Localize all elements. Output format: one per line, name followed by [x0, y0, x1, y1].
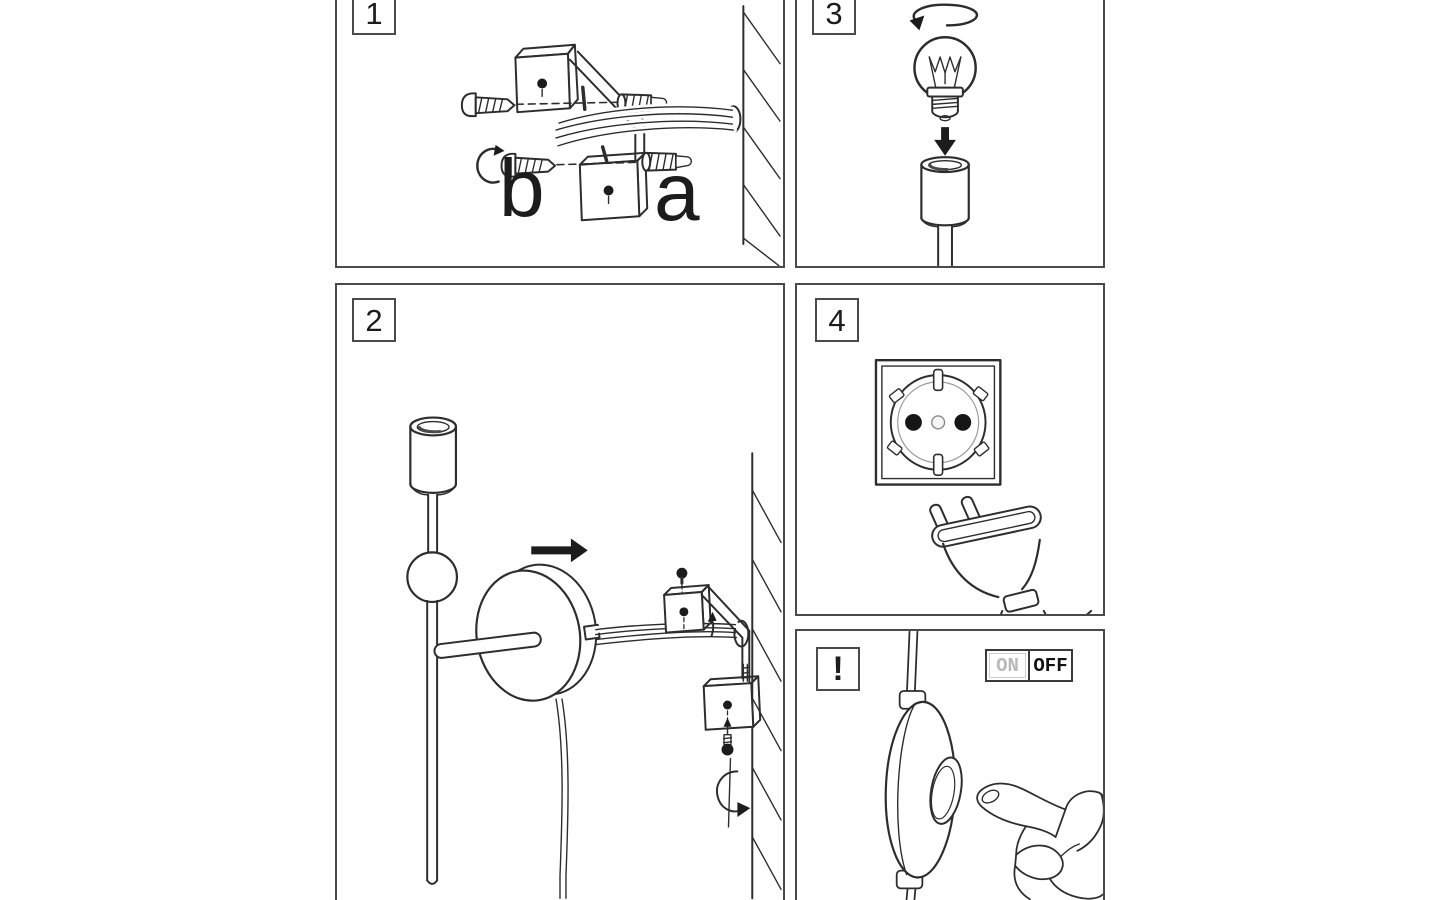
- step3-drawing: [797, 0, 1103, 266]
- panel-step-3: [795, 0, 1105, 268]
- light-bulb-icon: [914, 37, 975, 120]
- step-number: 3: [825, 0, 843, 31]
- panel-step-2: [335, 283, 785, 900]
- warning-box: [816, 647, 860, 691]
- wall-bracket-icon: [664, 568, 760, 733]
- step-number: 2: [365, 302, 383, 338]
- on-off-indicator: [985, 649, 1073, 682]
- step1-drawing: [337, 0, 783, 266]
- step-number-box: [352, 298, 396, 342]
- off-label: OFF: [1028, 651, 1071, 680]
- power-outlet-icon: [876, 360, 1000, 484]
- rotate-icon: [717, 759, 750, 827]
- panel-warning: [795, 629, 1105, 900]
- part-label-anchor: a: [654, 147, 700, 238]
- screw-icon: [462, 93, 515, 116]
- on-label: ON: [987, 651, 1028, 680]
- step-number-box: [352, 0, 396, 35]
- rotate-icon: [910, 5, 977, 31]
- wall-hatch-icon: [743, 6, 780, 266]
- inline-switch-icon: [883, 691, 967, 888]
- down-arrow-icon: [934, 127, 956, 156]
- pointing-hand-icon: [977, 784, 1103, 900]
- panel-step-4: [795, 283, 1105, 616]
- step-number: 4: [828, 302, 846, 338]
- power-cord-icon: [556, 624, 736, 899]
- step-number: 1: [365, 0, 383, 31]
- step2-drawing: [337, 285, 783, 900]
- power-plug-icon: [929, 495, 1101, 614]
- lamp-socket-icon: [921, 157, 968, 265]
- right-arrow-icon: [531, 538, 587, 562]
- part-label-screw: b: [499, 143, 545, 234]
- warning-symbol: !: [832, 650, 844, 688]
- step-number-box: [812, 0, 856, 35]
- panel-step-1: [335, 0, 785, 268]
- step-number-box: [815, 298, 859, 342]
